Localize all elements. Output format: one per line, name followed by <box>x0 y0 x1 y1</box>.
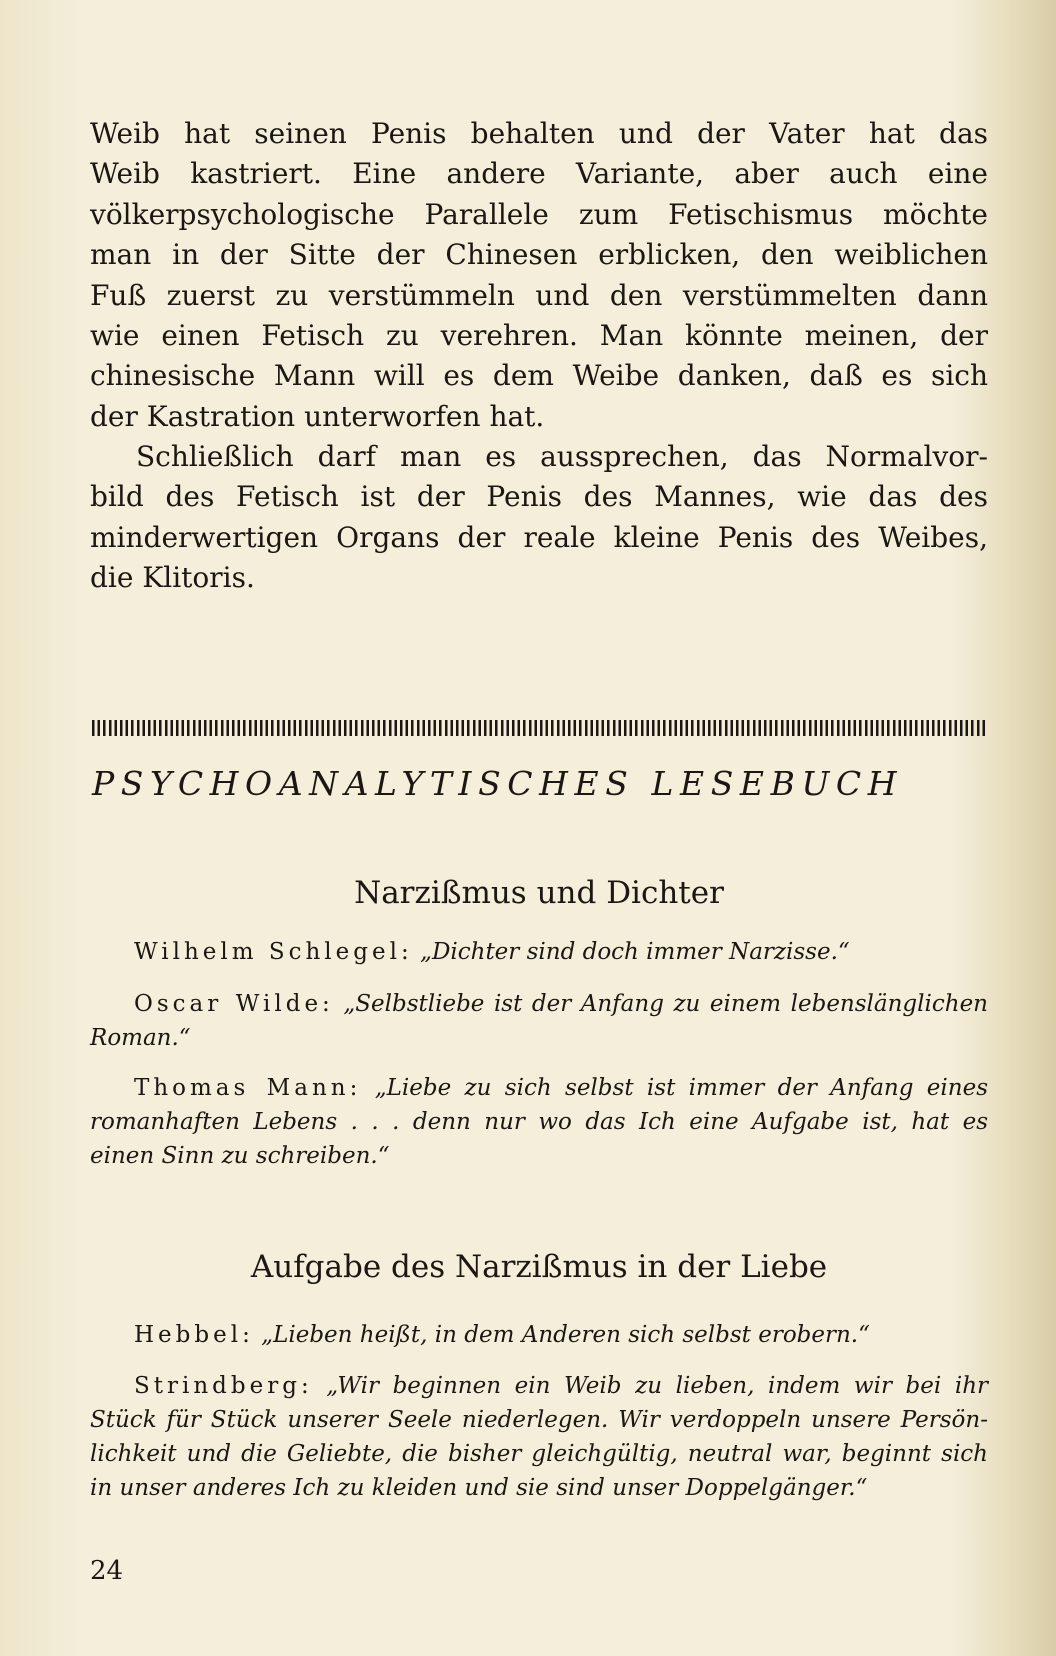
text-line: minderwertigen Organs der reale kleine Penis des Weibes, <box>90 520 988 554</box>
quote-strindberg <box>90 1369 988 1505</box>
paragraph-normalvorbild <box>90 437 988 599</box>
text-line: der Kastration unterworfen hat. <box>90 399 545 433</box>
quote-mann <box>90 1071 988 1173</box>
text-line: wie einen Fetisch zu verehren. Man könnte meinen, der <box>90 318 988 352</box>
quote-author: Thomas Mann: <box>134 1075 362 1101</box>
quote-author: Hebbel: <box>134 1322 254 1348</box>
quote-text: „Liebe zu sich selbst ist immer der Anfang eines <box>374 1075 989 1101</box>
quote-text: romanhaften Lebens . . . denn nur wo das Ich eine Aufgabe ist, hat es <box>90 1109 988 1135</box>
text-line: völkerpsychologische Parallele zum Fetischismus möchte <box>90 197 988 231</box>
ornamental-divider <box>92 720 986 736</box>
quote-text: „Dichter sind doch immer Narzisse.“ <box>420 939 850 965</box>
page-number: 24 <box>90 1556 124 1586</box>
paragraph-fetischismus <box>90 114 988 437</box>
quote-schlegel <box>90 935 988 969</box>
quote-text: „Lieben heißt, in dem Anderen sich selbst erobern.“ <box>261 1322 870 1348</box>
section-title: PSYCHOANALYTISCHES LESEBUCH <box>92 764 904 803</box>
quote-text: lichkeit und die Geliebte, die bisher gleichgültig, neutral war, beginnt sich <box>90 1441 988 1467</box>
quote-text: in unser anderes Ich zu kleiden und sie sind unser Doppelgänger.“ <box>90 1475 868 1501</box>
text-line: Weib kastriert. Eine andere Variante, aber auch eine <box>90 157 988 191</box>
quote-author: Strindberg: <box>134 1373 313 1399</box>
heading-aufgabe-des-narzissmus: Aufgabe des Narzißmus in der Liebe <box>250 1249 828 1285</box>
quote-text: Roman.“ <box>90 1025 191 1051</box>
heading-narzissmus-und-dichter: Narzißmus und Dichter <box>354 875 724 911</box>
quote-text: Stück für Stück unserer Seele niederlegen. Wir verdoppeln unsere Persön- <box>90 1407 988 1433</box>
text-line: Weib hat seinen Penis behalten und der Vater hat das <box>90 117 988 150</box>
quote-text: einen Sinn zu schreiben.“ <box>90 1143 390 1169</box>
text-line: die Klitoris. <box>90 561 255 595</box>
text-line: Schließlich darf man es aussprechen, das Normalvor- <box>136 440 988 473</box>
quote-text: „Wir beginnen ein Weib zu lieben, indem wir bei ihr <box>326 1373 988 1399</box>
quote-author: Wilhelm Schlegel: <box>134 939 413 965</box>
quote-text: „Selbstliebe ist der Anfang zu einem lebenslänglichen <box>343 991 988 1017</box>
text-line: man in der Sitte der Chinesen erblicken, den weiblichen <box>90 238 988 272</box>
text-line: chinesische Mann will es dem Weibe danken, daß es sich <box>90 359 988 393</box>
quote-author: Oscar Wilde: <box>134 991 334 1017</box>
quote-wilde <box>90 987 988 1055</box>
quote-hebbel <box>90 1318 988 1352</box>
text-line: Fuß zuerst zu verstümmeln und den verstümmelten dann <box>90 278 988 312</box>
text-line: bild des Fetisch ist der Penis des Mannes, wie das des <box>90 480 988 514</box>
